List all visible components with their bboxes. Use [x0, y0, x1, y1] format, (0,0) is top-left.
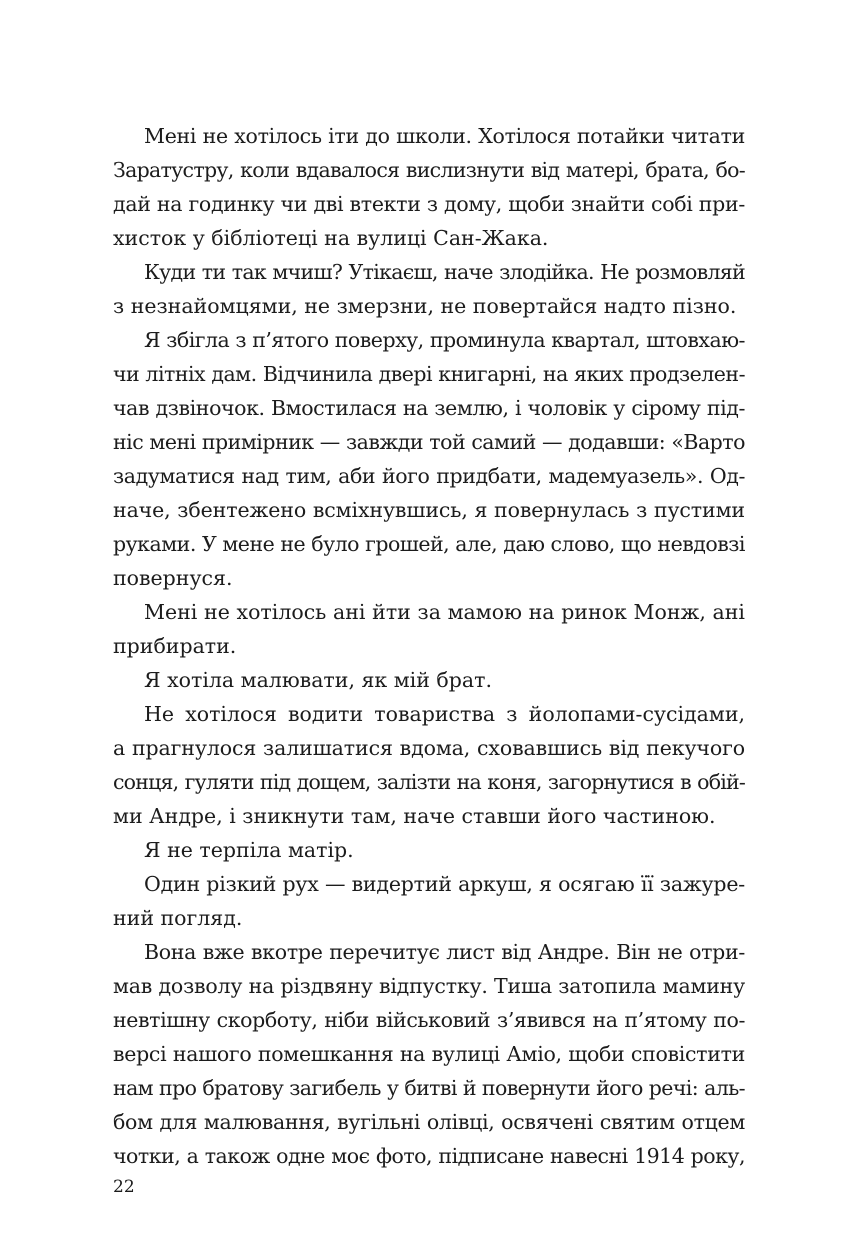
text-line: Я не терпіла матір. — [144, 838, 354, 862]
text-line: хисток у бібліотеці на вулиці Сан-Жака. — [113, 226, 549, 250]
text-line: версі нашого помешкання на вулиці Аміо, щоби сповістити — [113, 1042, 745, 1066]
text-line: Заратустру, коли вдавалося вислизнути від матері, брата, бо- — [113, 158, 745, 182]
text-line: а прагнулося залишатися вдома, сховавшись від пекучого — [113, 736, 745, 760]
page-number: 22 — [113, 1177, 135, 1197]
text-line: чи літніх дам. Відчинила двері книгарні, на яких продзелен- — [113, 362, 745, 386]
text-line: сонця, гуляти під дощем, залізти на коня, загорнутися в обій- — [113, 770, 745, 794]
text-line: ніс мені примірник — завжди той самий — додавши: «Варто — [113, 430, 745, 454]
text-line: задуматися над тим, аби його придбати, мадемуазель». Од- — [113, 464, 745, 488]
text-line: з незнайомцями, не змерзни, не повертайся надто пізно. — [113, 294, 737, 318]
text-line: руками. У мене не було грошей, але, даю слово, що невдовзі — [113, 532, 745, 556]
text-line: нам про братову загибель у битві й повернути його речі: аль- — [113, 1076, 745, 1100]
text-line: Куди ти так мчиш? Утікаєш, наче злодійка. Не розмовляй — [144, 260, 745, 284]
text-line: Вона вже вкотре перечитує лист від Андре. Він не отри- — [144, 940, 745, 964]
text-line: Мені не хотілось ані йти за мамою на ринок Монж, ані — [144, 600, 745, 624]
text-line: чав дзвіночок. Вмостилася на землю, і чоловік у сірому під- — [113, 396, 745, 420]
text-line: Я хотіла малювати, як мій брат. — [144, 668, 492, 692]
text-line: чотки, а також одне моє фото, підписане навесні 1914 року, — [113, 1144, 745, 1168]
text-line: невтішну скорботу, ніби військовий з’явився на п’ятому по- — [113, 1008, 745, 1032]
text-line: Я збігла з п’ятого поверху, проминула квартал, штовхаю- — [144, 328, 745, 352]
text-line: прибирати. — [113, 634, 237, 658]
text-line: Мені не хотілось іти до школи. Хотілося потайки читати — [144, 124, 745, 148]
text-line: Не хотілося водити товариства з йолопами-сусідами, — [144, 702, 745, 726]
text-line: повернуся. — [113, 566, 233, 590]
text-line: наче, збентежено всміхнувшись, я повернулась з пустими — [113, 498, 745, 522]
text-line: бом для малювання, вугільні олівці, освячені святим отцем — [113, 1110, 745, 1134]
text-line: мав дозволу на різдвяну відпустку. Тиша затопила мамину — [113, 974, 745, 998]
page-body-text — [113, 119, 745, 1173]
text-line: Один різкий рух — видертий аркуш, я осягаю її зажуре- — [144, 872, 745, 896]
text-line: дай на годинку чи дві втекти з дому, щоби знайти собі при- — [113, 192, 745, 216]
text-line: ний погляд. — [113, 906, 243, 930]
text-line: ми Андре, і зникнути там, наче ставши його частиною. — [113, 804, 716, 828]
